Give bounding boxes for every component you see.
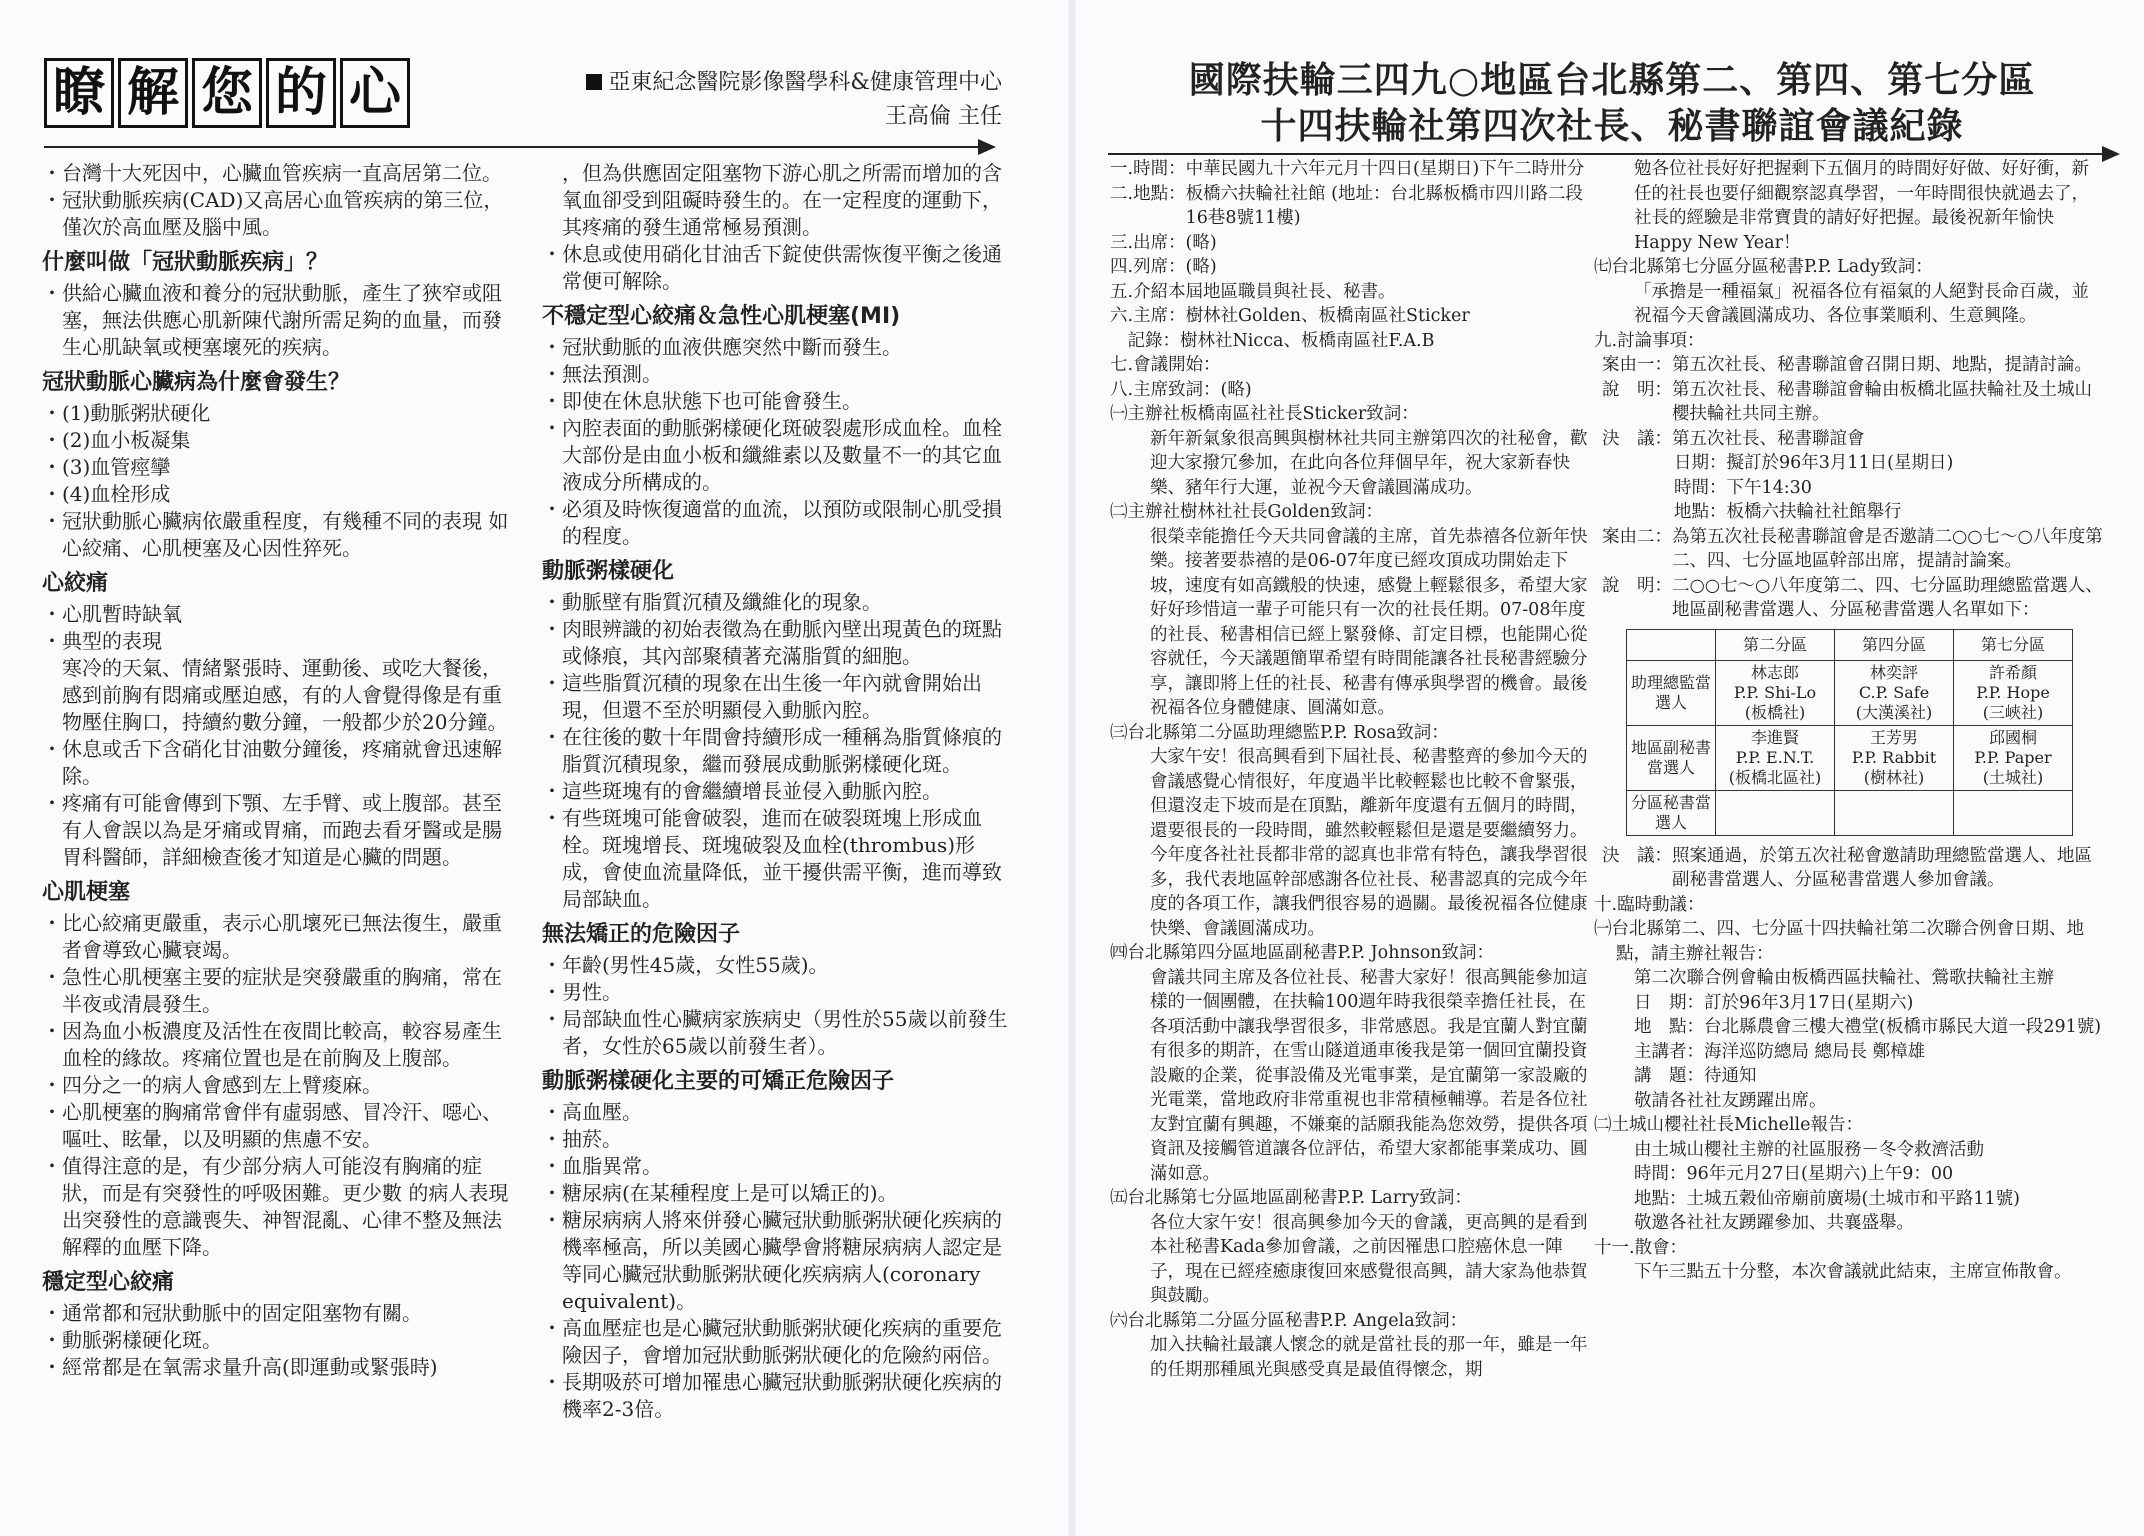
speech-text: 各位大家午安！很高興參加今天的會議，更高興的是看到本社秘書Kada參加會議，之前因罹患口腔癌休息一陣子，現在已經痊癒康復回來感覺很高興，請大家為他恭賀與鼓勵。 <box>1150 1212 1588 1306</box>
square-bullet-icon <box>586 74 602 90</box>
case-2 <box>1594 525 2104 574</box>
minutes-title-line-2: 十四扶輪社第四次社長、秘書聯誼會議紀錄 <box>1260 106 1964 147</box>
left-column-a <box>42 160 512 1381</box>
open-line: 七.會議開始： <box>1110 355 1221 375</box>
motion-time: 時間：96年元月27日(星期六)上午9：00 <box>1634 1164 1954 1184</box>
section-heading: 無法矯正的危險因子 <box>542 922 741 947</box>
table-cell: 林奕評 C.P. Safe (大漢溪社) <box>1835 660 1954 725</box>
table-cell: 許希顏 P.P. Hope (三峽社) <box>1954 660 2073 725</box>
motion-invite: 敬邀各社社友踴躍參加、共襄盛舉。 <box>1634 1213 1914 1233</box>
field-value: 樹林社Golden、板橋南區社Sticker <box>1185 306 1470 326</box>
motion-item: ㈠台北縣第二、四、七分區十四扶輪社第二次聯合例會日期、地點，請主辦社報告： <box>1594 919 2084 964</box>
row-label: 分區秘書當選人 <box>1627 790 1716 835</box>
motion-place: 地 點：台北縣農會三樓大禮堂(板橋市縣民大道一段291號) <box>1634 1017 2102 1037</box>
motion-text: 第二次聯合例會輪由板橋西區扶輪社、鶯歌扶輪社主辦 <box>1634 968 2054 988</box>
field-value: 照案通過，於第五次社秘會邀請助理總監當選人、地區副秘書當選人、分區秘書當選人參加會議。 <box>1672 845 2092 890</box>
list-item: ・ 這些脂質沉積的現象在出生後一年內就會開始出現，但還不至於明顯侵入動脈內腔。 <box>542 670 1012 724</box>
list-item: ・ (2)血小板凝集 <box>42 427 512 454</box>
right-column-a <box>1110 157 1590 1382</box>
list-item: ・ 有些斑塊可能會破裂，進而在破裂斑塊上形成血栓。斑塊增長、斑塊破裂及血栓(thrombus)形成，會使血流量降低，並干擾供需平衡，進而導致局部缺血。 <box>542 805 1012 913</box>
section-heading: 什麼叫做「冠狀動脈疾病」？ <box>42 250 329 275</box>
list-item: ・ 動脈壁有脂質沉積及纖維化的現象。 <box>542 589 1012 616</box>
right-column-b <box>1594 157 2104 1285</box>
arrow-divider <box>1108 153 2118 155</box>
list-item: ・ 典型的表現 <box>42 628 512 655</box>
close-text: 下午三點五十分整，本次會議就此結束，主席宣佈散會。 <box>1634 1262 2072 1282</box>
table-cell <box>1954 790 2073 835</box>
list-item: ・ 男性。 <box>542 979 1012 1006</box>
field-key: 二.地點： <box>1110 183 1186 204</box>
speech-text: 加入扶輪社最讓人懷念的就是當社長的那一年，雖是一年的任期那種風光與感受真是最值得懷念，期 <box>1150 1335 1588 1380</box>
list-item: ・ 比心絞痛更嚴重，表示心肌壞死已無法復生，嚴重者會導致心臟衰竭。 <box>42 910 512 964</box>
motion-place: 地點：土城五穀仙帝廟前廣場(土城市和平路11號) <box>1634 1188 2020 1209</box>
motion-heading: 十.臨時動議： <box>1594 894 1705 915</box>
list-item: ・ 休息或舌下含硝化甘油數分鐘後，疼痛就會迅速解除。 <box>42 736 512 790</box>
resolution-date: 日期：擬訂於96年3月11日(星期日) <box>1674 453 1954 473</box>
field-key: 決 議： <box>1602 428 1672 449</box>
list-item: ・ 冠狀動脈心臟病依嚴重程度，有幾種不同的表現 如心絞痛、心肌梗塞及心因性猝死。 <box>42 508 512 562</box>
table-cell: 李進賢 P.P. E.N.T. (板橋北區社) <box>1716 725 1835 790</box>
list-item: ・ 無法預測。 <box>542 361 1012 388</box>
field-value: 二○○七～○八年度第二、四、七分區助理總監當選人、地區副秘書當選人、分區秘書當選人名單如下： <box>1672 575 2103 620</box>
list-item: ・ 冠狀動脈疾病(CAD)又高居心血管疾病的第三位，僅次於高血壓及腦中風。 <box>42 187 512 241</box>
motion-item: ㈡土城山櫻社社長Michelle報告： <box>1594 1115 1863 1135</box>
speech-speaker: ㈠主辦社板橋南區社社長Sticker致詞： <box>1110 404 1419 424</box>
table-cell <box>1835 790 1954 835</box>
table-header: 第二分區 <box>1716 629 1835 660</box>
list-item: ・ 高血壓症也是心臟冠狀動脈粥狀硬化疾病的重要危險因子，會增加冠狀動脈粥狀硬化的危險約兩倍。 <box>542 1315 1012 1369</box>
row-label: 地區副秘書當選人 <box>1627 725 1716 790</box>
chair-line <box>1110 304 1590 329</box>
byline-org: 亞東紀念醫院影像醫學科&健康管理中心 <box>608 70 1002 95</box>
title-char: 瞭 <box>44 58 114 128</box>
field-key: 說 明： <box>1602 575 1672 596</box>
list-item: ・ 急性心肌梗塞主要的症狀是突發嚴重的胸痛，常在半夜或清晨發生。 <box>42 964 512 1018</box>
intro-line: 五.介紹本屆地區職員與社長、秘書。 <box>1110 281 1396 302</box>
title-char: 您 <box>192 58 262 128</box>
list-item: ・ 心肌梗塞的胸痛常會伴有虛弱感、冒冷汗、噁心、嘔吐、眩暈，以及明顯的焦慮不安。 <box>42 1099 512 1153</box>
list-item: ・ 必須及時恢復適當的血流，以預防或限制心肌受損的程度。 <box>542 496 1012 550</box>
list-item: ・ 休息或使用硝化甘油舌下錠使供需恢復平衡之後通常便可解除。 <box>542 241 1012 295</box>
list-item: ・ 疼痛有可能會傳到下顎、左手臂、或上腹部。甚至有人會誤以為是牙痛或胃痛，而跑去看牙醫或是腸胃科醫師，詳細檢查後才知道是心臟的問題。 <box>42 790 512 871</box>
list-item: ・ (4)血栓形成 <box>42 481 512 508</box>
field-value: 為第五次社長秘書聯誼會是否邀請二○○七～○八年度第二、四、七分區地區幹部出席，提請討論案。 <box>1672 526 2103 571</box>
case-1-resolution <box>1594 427 2104 452</box>
list-item: ・ 糖尿病病人將來併發心臟冠狀動脈粥狀硬化疾病的機率極高，所以美國心臟學會將糖尿病病人認定是等同心臟冠狀動脈粥狀硬化疾病病人(coronary equivalent)。 <box>542 1207 1012 1315</box>
table-cell: 林志郎 P.P. Shi-Lo (板橋社) <box>1716 660 1835 725</box>
left-column-b <box>542 160 1012 1423</box>
attend-line: 四.列席：(略) <box>1110 257 1217 277</box>
speech-text: 很榮幸能擔任今天共同會議的主席，首先恭禧各位新年快樂。接著要恭禧的是06-07年度已經攻頂成功開始走下坡，速度有如高鐵般的快速，感覺上輕鬆很多，希望大家好好珍惜這一輩子可能只有一次的社長任期。07-08年度的社長、秘書相信已經上緊發條、訂定目標，也能開心從容就任，今天議題簡單希望有時間能讓各社長秘書經驗分享，讓即將上任的社長、秘書有傳承與學習的機會。最後祝福各位身體健康、圓滿如意。 <box>1150 526 1588 718</box>
byline <box>586 66 1002 134</box>
case-1-note <box>1594 378 2104 427</box>
article-title <box>44 58 410 128</box>
row-label: 助理總監當選人 <box>1627 660 1716 725</box>
list-item: ・ 這些斑塊有的會繼續增長並侵入動脈內腔。 <box>542 778 1012 805</box>
recorder-line <box>1110 329 1590 354</box>
speech-speaker: ㈥台北縣第二分區分區秘書P.P. Angela致詞： <box>1110 1310 1468 1331</box>
table-cell: 邱國桐 P.P. Paper (土城社) <box>1954 725 2073 790</box>
list-item: ・ 高血壓。 <box>542 1099 1012 1126</box>
speech-speaker: ㈦台北縣第七分區分區秘書P.P. Lady致詞： <box>1594 257 1933 277</box>
table-header: 第四分區 <box>1835 629 1954 660</box>
list-item: ・ 長期吸菸可增加罹患心臟冠狀動脈粥狀硬化疾病的機率2-3倍。 <box>542 1369 1012 1423</box>
minutes-title-line-1: 國際扶輪三四九○地區台北縣第二、第四、第七分區 <box>1188 60 2036 101</box>
list-item: ・ 四分之一的病人會感到左上臂痠麻。 <box>42 1072 512 1099</box>
list-item: ・ 供給心臟血液和養分的冠狀動脈，產生了狹窄或阻塞，無法供應心肌新陳代謝所需足夠的血量，而發生心肌缺氧或梗塞壞死的疾病。 <box>42 280 512 361</box>
list-item: ・ 內腔表面的動脈粥樣硬化斑破裂處形成血栓。血栓大部份是由血小板和纖維素以及數量不一的其它血液成分所構成的。 <box>542 415 1012 496</box>
resolution-place: 地點：板橋六扶輪社社館舉行 <box>1674 502 1902 522</box>
right-page <box>1072 0 2144 1536</box>
field-value: 第五次社長、秘書聯誼會召開日期、地點，提請討論。 <box>1672 355 2092 375</box>
list-item: ・ (3)血管痙攣 <box>42 454 512 481</box>
title-char: 的 <box>266 58 336 128</box>
list-item: ・ 糖尿病(在某種程度上是可以矯正的)。 <box>542 1180 1012 1207</box>
list-item: ・ 台灣十大死因中，心臟血管疾病一直高居第二位。 <box>42 160 512 187</box>
list-item: ・ 局部缺血性心臟病家族病史（男性於55歲以前發生者，女性於65歲以前發生者）。 <box>542 1006 1012 1060</box>
discussion-heading: 九.討論事項： <box>1594 330 1705 351</box>
close-heading: 十一.散會： <box>1594 1237 1688 1258</box>
list-item: ・ 經常都是在氧需求量升高(即運動或緊張時) <box>42 1354 512 1381</box>
list-item: ・ 動脈粥樣硬化斑。 <box>42 1327 512 1354</box>
case-1 <box>1594 353 2104 378</box>
list-item: ・ 年齡(男性45歲，女性55歲)。 <box>542 952 1012 979</box>
section-heading: 不穩定型心絞痛＆急性心肌梗塞(MI) <box>542 304 901 329</box>
case-2-note <box>1594 574 2104 623</box>
field-key: 案由二： <box>1602 526 1672 547</box>
list-item: ・ (1)動脈粥狀硬化 <box>42 400 512 427</box>
table-cell <box>1716 790 1835 835</box>
speech-text: 勉各位社長好好把握剩下五個月的時間好好做、好好衝，新任的社長也要仔細觀察認真學習，一年時間很快就過去了，社長的經驗是非常寶貴的請好好把握。最後祝新年愉快Happy New Year！ <box>1634 159 2089 253</box>
list-item: ・ 血脂異常。 <box>542 1153 1012 1180</box>
motion-speaker: 主講者：海洋巡防總局 總局長 鄭樟雄 <box>1634 1041 1926 1062</box>
title-char: 解 <box>118 58 188 128</box>
table-header: 第七分區 <box>1954 629 2073 660</box>
motion-topic: 講 題：待通知 <box>1634 1066 1757 1086</box>
table-header-row <box>1627 629 2073 660</box>
field-value: 第五次社長、秘書聯誼會 <box>1672 428 1865 449</box>
motion-date: 日 期：訂於96年3月17日(星期六) <box>1634 992 1914 1013</box>
section-heading: 心肌梗塞 <box>42 880 131 905</box>
paragraph: 寒冷的天氣、情緒緊張時、運動後、或吃大餐後，感到前胸有悶痛或壓迫感，有的人會覺得像是有重物壓住胸口，持續約數分鐘，一般都少於20分鐘。 <box>62 656 508 734</box>
meeting-time <box>1110 157 1590 182</box>
field-value: 中華民國九十六年元月十四日(星期日)下午二時卅分 <box>1185 159 1585 179</box>
field-key: 決 議： <box>1602 845 1672 866</box>
field-key: 案由一： <box>1602 355 1672 375</box>
meeting-place <box>1110 182 1590 231</box>
speech-text: 會議共同主席及各位社長、秘書大家好！很高興能參加這樣的一個團體，在扶輪100週年時我很榮幸擔任社長，在各項活動中讓我學習很多，非常感恩。我是宜蘭人對宜蘭有很多的期許，在雪山隧道通車後我是第一個回宜蘭投資設廠的企業，從事設備及光電事業，是宜蘭第一家設廠的光電業，當地政府非常重視也非常積極輔導。若是各位社友對宜蘭有興趣，不嫌棄的話願我能為您效勞，提供各項資訊及接觸管道讓各位評估，希望大家都能事業成功、圓滿如意。 <box>1150 967 1588 1184</box>
resolution-time: 時間：下午14:30 <box>1674 477 1812 498</box>
table-row <box>1627 790 2073 835</box>
speech-speaker: ㈡主辦社樹林社社長Golden致詞： <box>1110 502 1383 522</box>
section-heading: 動脈粥樣硬化主要的可矯正危險因子 <box>542 1069 895 1094</box>
byline-author: 王高倫 主任 <box>885 104 1002 129</box>
present-line: 三.出席：(略) <box>1110 232 1217 253</box>
field-key: 一.時間： <box>1110 159 1186 179</box>
list-item: ・ 因為血小板濃度及活性在夜間比較高，較容易產生血栓的緣故。疼痛位置也是在前胸及上腹部。 <box>42 1018 512 1072</box>
speech-speaker: ㈢台北縣第二分區助理總監P.P. Rosa致詞： <box>1110 722 1449 743</box>
speech-text: 大家午安！很高興看到下屆社長、秘書整齊的參加今天的會議感覺心情很好，年度過半比較輕鬆也比較不會緊張，但還沒走下坡而是在頂點，離新年度還有五個月的時間，還要很長的一段時間，雖然較輕鬆但是還是要繼續努力。今年度各社社長都非常的認真也非常有特色，讓我學習很多，我代表地區幹部感謝各位社長、秘書認真的完成今年度的各項工作，讓我們很容易的過關。最後祝福各位健康快樂、會議圓滿成功。 <box>1150 747 1588 939</box>
list-item: ・ 冠狀動脈的血液供應突然中斷而發生。 <box>542 334 1012 361</box>
list-item: ・ 抽菸。 <box>542 1126 1012 1153</box>
speech-text: 新年新氣象很高興與樹林社共同主辦第四次的社秘會，歡迎大家撥冗參加，在此向各位拜個早年，祝大家新春快樂、豬年行大運，並祝今天會議圓滿成功。 <box>1150 428 1588 498</box>
section-heading: 心絞痛 <box>42 571 109 596</box>
paragraph: ，但為供應固定阻塞物下游心肌之所需而增加的含氧血卻受到阻礙時發生的。在一定程度的運動下，其疼痛的發生通常極易預測。 <box>562 161 1002 239</box>
speech-speaker: ㈣台北縣第四分區地區副秘書P.P. Johnson致詞： <box>1110 943 1495 963</box>
field-value: 樹林社Nicca、板橋南區社F.A.B <box>1180 330 1435 351</box>
case-2-resolution <box>1594 844 2104 893</box>
list-item: ・ 肉眼辨識的初始表徵為在動脈內壁出現黃色的斑點或條痕，其內部聚積著充滿脂質的細胞。 <box>542 616 1012 670</box>
section-heading: 動脈粥樣硬化 <box>542 559 675 584</box>
title-char: 心 <box>340 58 410 128</box>
table-row <box>1627 660 2073 725</box>
speech-text: 「承擔是一種福氣」祝福各位有福氣的人絕對長命百歲，並祝福今天會議圓滿成功、各位事業順利、生意興隆。 <box>1634 281 2089 326</box>
speech-speaker: ㈤台北縣第七分區地區副秘書P.P. Larry致詞： <box>1110 1188 1472 1208</box>
motion-text: 由土城山櫻社主辦的社區服務－冬令救濟活動 <box>1634 1139 1984 1160</box>
list-item: ・ 即使在休息狀態下也可能會發生。 <box>542 388 1012 415</box>
section-heading: 穩定型心絞痛 <box>42 1270 175 1295</box>
motion-invite: 敬請各社社友踴躍出席。 <box>1634 1090 1827 1111</box>
section-heading: 冠狀動脈心臟病為什麼會發生？ <box>42 370 351 395</box>
speech-heading: 八.主席致詞：(略) <box>1110 379 1252 400</box>
candidates-table <box>1626 629 2073 836</box>
table-cell: 王芳男 P.P. Rabbit (樹林社) <box>1835 725 1954 790</box>
list-item: ・ 在往後的數十年間會持續形成一種稱為脂質條痕的脂質沉積現象，繼而發展成動脈粥樣硬化斑。 <box>542 724 1012 778</box>
table-row <box>1627 725 2073 790</box>
field-value: 第五次社長、秘書聯誼會輪由板橋北區扶輪社及土城山櫻扶輪社共同主辦。 <box>1672 379 2092 424</box>
arrow-divider <box>44 146 994 148</box>
field-key: 說 明： <box>1602 379 1672 400</box>
list-item: ・ 心肌暫時缺氧 <box>42 601 512 628</box>
field-value: 板橋六扶輪社社館 (地址：台北縣板橋市四川路二段16巷8號11樓) <box>1185 183 1583 228</box>
field-key: 記錄： <box>1110 330 1180 351</box>
list-item: ・ 通常都和冠狀動脈中的固定阻塞物有關。 <box>42 1300 512 1327</box>
list-item: ・ 值得注意的是，有少部分病人可能沒有胸痛的症狀，而是有突發性的呼吸困難。更少數 的病人表現出突發性的意識喪失、神智混亂、心律不整及無法解釋的血壓下降。 <box>42 1153 512 1261</box>
field-key: 六.主席： <box>1110 306 1186 326</box>
